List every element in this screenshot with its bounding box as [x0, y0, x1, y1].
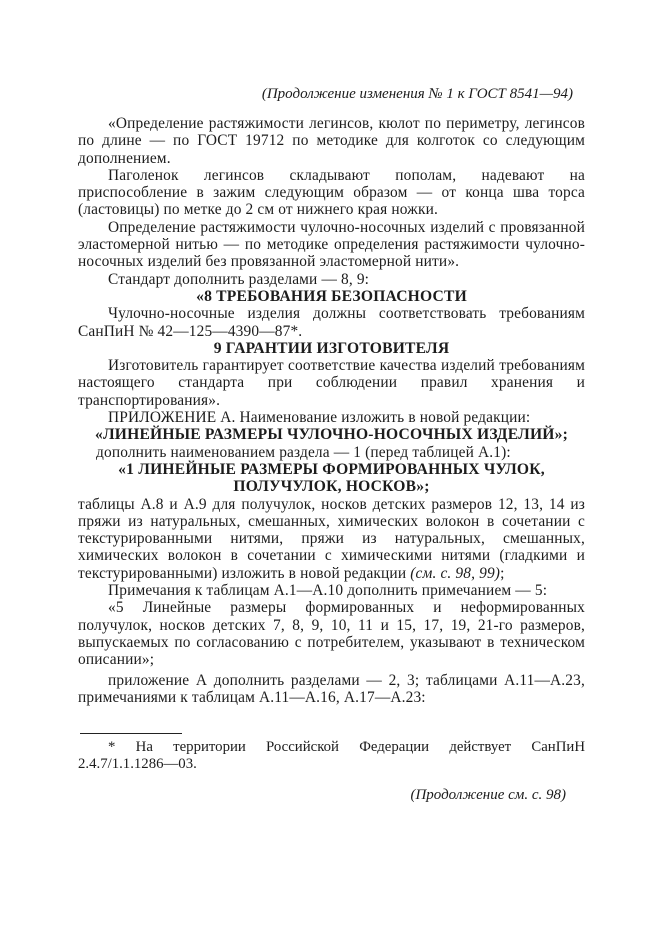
section-heading-warranty: 9 ГАРАНТИИ ИЗГОТОВИТЕЛЯ: [213, 339, 450, 357]
paragraph: Чулочно-носочные изделия должны соответствовать требованиям СанПиН № 42—125—4390—87*.: [78, 305, 585, 340]
paragraph: приложение А дополнить разделами — 2, 3; таблицами А.11—А.23, примечаниями к таблицам А.11—А.16, А.17—А.23:: [78, 671, 585, 706]
paragraph: Паголенок легинсов складывают пополам, надевают на приспособление в зажим следующим образом — от конца шва торса (ластовицы) по метке до 2 см от нижнего края ножки.: [78, 166, 585, 219]
paragraph: Определение растяжимости чулочно-носочных изделий с провязанной эластомерной нитью — по методике определения растяжимости чулочно-носочных изделий без провязанной эластомерной нити».: [78, 218, 585, 271]
paragraph-text: таблицы А.8 и А.9 для получулок, носков детских размеров 12, 13, 14 из пряжи из натуральных, смешанных, химических волокон в сочетании с текстурированными нитями, пряжи из натуральных, смешанных, химических волокон в сочетании с химическими нитями (гладкими и текстурированными) изложить в новой редакции: [78, 495, 585, 582]
document-body: [78, 115, 585, 706]
paragraph: Примечания к таблицам А.1—А.10 дополнить примечанием — 5:: [108, 582, 548, 600]
paragraph: «5 Линейные размеры формированных и неформированных получулок, носков детских 7, 8, 9, 10, 11 и 15, 17, 19, 21-го размеров, выпускаемых по согласованию с потребителем, указывают в техническом описании»;: [78, 599, 585, 669]
footnote-text-line2: 2.4.7/1.1.1286—03.: [78, 756, 197, 772]
appendix-title-heading: «ЛИНЕЙНЫЕ РАЗМЕРЫ ЧУЛОЧНО-НОСОЧНЫХ ИЗДЕЛИЙ»;: [94, 426, 569, 444]
footer-continuation-note: (Продолжение см. с. 98): [410, 787, 566, 803]
section-heading-safety: «8 ТРЕБОВАНИЯ БЕЗОПАСНОСТИ: [196, 287, 467, 305]
footnote-section: [78, 739, 585, 773]
header-continuation-note: (Продолжение изменения № 1 к ГОСТ 8541—94): [261, 86, 573, 102]
appendix-section-heading-line1: «1 ЛИНЕЙНЫЕ РАЗМЕРЫ ФОРМИРОВАННЫХ ЧУЛОК,: [118, 460, 545, 478]
paragraph: [78, 496, 585, 582]
paragraph-text: ;: [500, 564, 505, 582]
paragraph-text-italic: (см. с. 98, 99): [410, 564, 501, 582]
paragraph: Стандарт дополнить разделами — 8, 9:: [108, 270, 370, 288]
appendix-section-heading-line2: ПОЛУЧУЛОК, НОСКОВ»;: [233, 478, 430, 496]
paragraph: дополнить наименованием раздела — 1 (перед таблицей А.1):: [96, 443, 511, 461]
footnote-text-line1: * На территории Российской Федерации действует СанПиН: [108, 739, 585, 755]
footnote-divider: [80, 733, 182, 734]
paragraph: «Определение растяжимости легинсов, кюлот по периметру, легинсов по длине — по ГОСТ 19712 по методике для колготок со следующим дополнением.: [78, 115, 585, 167]
paragraph: Изготовитель гарантирует соответствие качества изделий требованиям настоящего стандарта при соблюдении правил хранения и транспортирования».: [78, 357, 585, 409]
paragraph: ПРИЛОЖЕНИЕ А. Наименование изложить в новой редакции:: [108, 409, 531, 427]
